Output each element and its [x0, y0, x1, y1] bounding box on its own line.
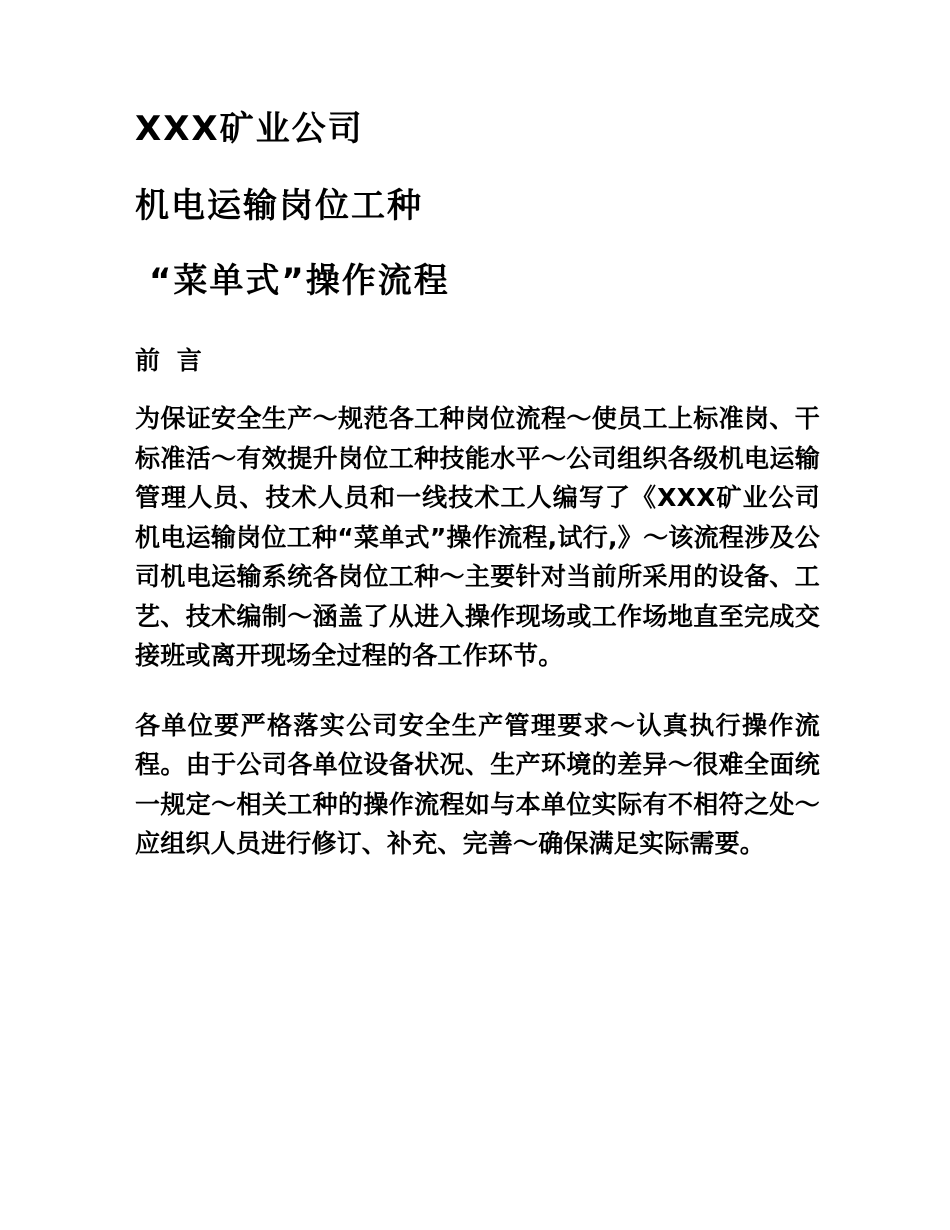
document-title-line-2: 机电运输岗位工种	[135, 186, 423, 227]
document-title-line-1: XXX矿业公司	[135, 109, 364, 149]
preface-paragraph-2: 各单位要严格落实公司安全生产管理要求～认真执行操作流程。由于公司各单位设备状况、生产环境的差异～很难全面统一规定～相关工种的操作流程如与本单位实际有不相符之处～应组织人员进行修订、补充、完善～确保满足实际需要。	[135, 710, 820, 859]
preface-heading: 前 言	[135, 346, 206, 376]
document-title-line-3: “菜单式”操作流程	[149, 261, 450, 302]
preface-paragraph-1: 为保证安全生产～规范各工种岗位流程～使员工上标准岗、干标准活～有效提升岗位工种技能水平～公司组织各级机电运输管理人员、技术人员和一线技术工人编写了《XXX矿业公司机电运输岗位工种“菜单式”操作流程,试行,》～该流程涉及公司机电运输系统各岗位工种～主要针对当前所采用的设备、工艺、技术编制～涵盖了从进入操作现场或工作场地直至完成交接班或离开现场全过程的各工作环节。	[135, 404, 820, 671]
